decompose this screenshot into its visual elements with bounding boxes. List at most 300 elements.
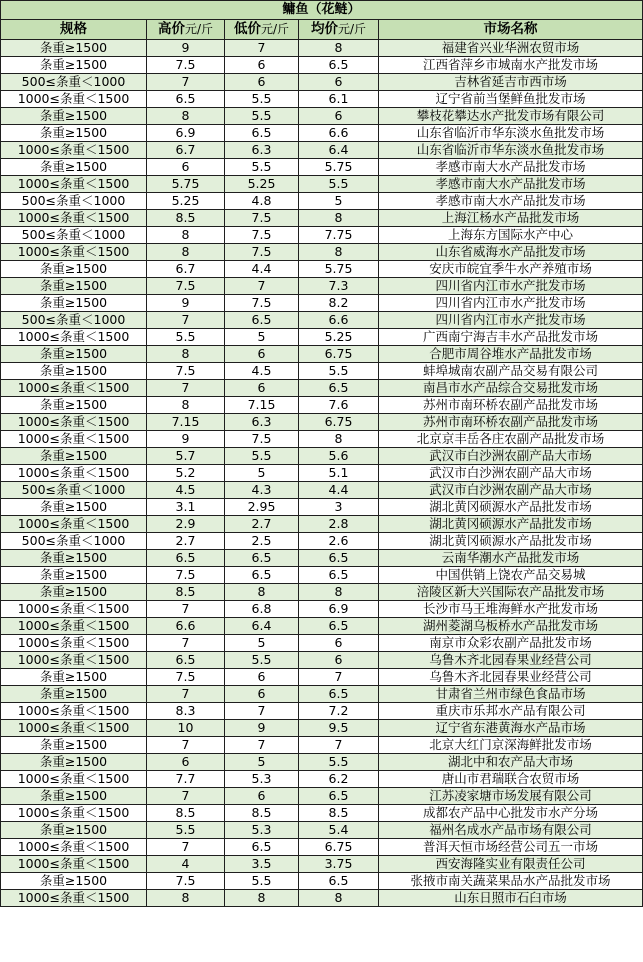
cell-avg-price: 7.75	[299, 227, 379, 244]
cell-low-price: 9	[225, 720, 299, 737]
cell-low-price: 6	[225, 669, 299, 686]
cell-low-price: 2.95	[225, 499, 299, 516]
cell-market: 孝感市南大水产品批发市场	[379, 193, 643, 210]
cell-avg-price: 6.9	[299, 601, 379, 618]
cell-low-price: 5	[225, 754, 299, 771]
table-row	[1, 227, 643, 244]
cell-market: 山东日照市石臼市场	[379, 890, 643, 907]
cell-high-price: 6.6	[147, 618, 225, 635]
cell-spec: 1000≤条重＜1500	[1, 618, 147, 635]
cell-spec: 1000≤条重＜1500	[1, 431, 147, 448]
cell-market: 普洱天恒市场经营公司五一市场	[379, 839, 643, 856]
cell-spec: 条重≥1500	[1, 40, 147, 57]
table-row	[1, 448, 643, 465]
cell-market: 吉林省延吉市西市场	[379, 74, 643, 91]
table-row	[1, 176, 643, 193]
table-row	[1, 210, 643, 227]
table-row	[1, 720, 643, 737]
cell-avg-price: 5.1	[299, 465, 379, 482]
cell-low-price: 6.8	[225, 601, 299, 618]
cell-market: 张掖市南关蔬菜果品水产品批发市场	[379, 873, 643, 890]
table-row	[1, 839, 643, 856]
header-row	[1, 20, 643, 40]
cell-spec: 条重≥1500	[1, 397, 147, 414]
cell-high-price: 4	[147, 856, 225, 873]
cell-market: 蚌埠城南农副产品交易有限公司	[379, 363, 643, 380]
cell-low-price: 2.5	[225, 533, 299, 550]
cell-avg-price: 9.5	[299, 720, 379, 737]
cell-low-price: 6	[225, 74, 299, 91]
header-low-unit: 元/斤	[260, 22, 290, 36]
cell-high-price: 5.75	[147, 176, 225, 193]
cell-low-price: 5.5	[225, 108, 299, 125]
cell-market: 福州名成水产品市场有限公司	[379, 822, 643, 839]
cell-avg-price: 6.5	[299, 686, 379, 703]
cell-spec: 条重≥1500	[1, 261, 147, 278]
cell-market: 中国供销上饶农产品交易城	[379, 567, 643, 584]
table-row	[1, 669, 643, 686]
cell-high-price: 5.5	[147, 329, 225, 346]
cell-avg-price: 6.6	[299, 125, 379, 142]
cell-avg-price: 5.4	[299, 822, 379, 839]
cell-low-price: 5.5	[225, 159, 299, 176]
cell-avg-price: 7	[299, 669, 379, 686]
cell-high-price: 2.7	[147, 533, 225, 550]
cell-market: 唐山市君瑞联合农贸市场	[379, 771, 643, 788]
cell-avg-price: 5.5	[299, 176, 379, 193]
cell-spec: 条重≥1500	[1, 57, 147, 74]
cell-high-price: 10	[147, 720, 225, 737]
cell-low-price: 5.5	[225, 91, 299, 108]
cell-market: 山东省临沂市华东淡水鱼批发市场	[379, 125, 643, 142]
cell-low-price: 2.7	[225, 516, 299, 533]
cell-high-price: 8.5	[147, 210, 225, 227]
cell-avg-price: 2.6	[299, 533, 379, 550]
cell-market: 辽宁省前当堡鲜鱼批发市场	[379, 91, 643, 108]
cell-market: 南京市众彩农副产品批发市场	[379, 635, 643, 652]
cell-low-price: 5.5	[225, 873, 299, 890]
cell-avg-price: 6	[299, 652, 379, 669]
cell-avg-price: 6.5	[299, 873, 379, 890]
cell-high-price: 8	[147, 244, 225, 261]
cell-low-price: 6.5	[225, 839, 299, 856]
cell-market: 合肥市周谷堆水产品批发市场	[379, 346, 643, 363]
table-row	[1, 329, 643, 346]
cell-avg-price: 5.75	[299, 159, 379, 176]
header-low-label: 低价	[233, 21, 261, 37]
table-row	[1, 108, 643, 125]
cell-low-price: 7	[225, 737, 299, 754]
cell-avg-price: 6	[299, 635, 379, 652]
cell-avg-price: 8	[299, 210, 379, 227]
cell-spec: 条重≥1500	[1, 737, 147, 754]
cell-market: 苏州市南环桥农副产品批发市场	[379, 414, 643, 431]
cell-avg-price: 2.8	[299, 516, 379, 533]
cell-market: 北京大红门京深海鲜批发市场	[379, 737, 643, 754]
cell-avg-price: 7.3	[299, 278, 379, 295]
cell-high-price: 6.5	[147, 652, 225, 669]
cell-spec: 条重≥1500	[1, 822, 147, 839]
table-row	[1, 601, 643, 618]
table-row	[1, 890, 643, 907]
table-row	[1, 754, 643, 771]
table-body	[1, 40, 643, 907]
cell-high-price: 7.7	[147, 771, 225, 788]
cell-market: 涪陵区新大兴国际农产品批发市场	[379, 584, 643, 601]
cell-market: 山东省临沂市华东淡水鱼批发市场	[379, 142, 643, 159]
cell-avg-price: 6	[299, 74, 379, 91]
cell-low-price: 6	[225, 686, 299, 703]
cell-spec: 500≤条重＜1000	[1, 533, 147, 550]
cell-avg-price: 5.6	[299, 448, 379, 465]
cell-avg-price: 8	[299, 431, 379, 448]
table-row	[1, 635, 643, 652]
cell-high-price: 7.15	[147, 414, 225, 431]
cell-low-price: 6.3	[225, 414, 299, 431]
cell-high-price: 8.5	[147, 584, 225, 601]
cell-high-price: 9	[147, 431, 225, 448]
cell-avg-price: 8.2	[299, 295, 379, 312]
cell-low-price: 4.5	[225, 363, 299, 380]
cell-avg-price: 6.1	[299, 91, 379, 108]
cell-market: 攀枝花攀达水产批发市场有限公司	[379, 108, 643, 125]
cell-spec: 1000≤条重＜1500	[1, 465, 147, 482]
cell-spec: 条重≥1500	[1, 363, 147, 380]
cell-avg-price: 3	[299, 499, 379, 516]
table-row	[1, 91, 643, 108]
header-spec-label: 规格	[60, 21, 87, 37]
header-market	[379, 20, 643, 40]
cell-high-price: 8	[147, 227, 225, 244]
table-row	[1, 499, 643, 516]
cell-market: 辽宁省东港黄海水产品市场	[379, 720, 643, 737]
cell-market: 北京京丰岳各庄农副产品批发市场	[379, 431, 643, 448]
table-row	[1, 431, 643, 448]
table-title: 鳙鱼（花鲢）	[1, 1, 643, 20]
cell-market: 西安海隆实业有限责任公司	[379, 856, 643, 873]
table-row	[1, 856, 643, 873]
cell-market: 湖州菱湖乌板桥水产品批发市场	[379, 618, 643, 635]
cell-avg-price: 5.75	[299, 261, 379, 278]
cell-low-price: 7.5	[225, 295, 299, 312]
cell-avg-price: 8	[299, 584, 379, 601]
cell-low-price: 7.5	[225, 244, 299, 261]
table-row	[1, 278, 643, 295]
cell-low-price: 6	[225, 788, 299, 805]
cell-avg-price: 5.5	[299, 754, 379, 771]
cell-spec: 1000≤条重＜1500	[1, 805, 147, 822]
cell-market: 四川省内江市水产批发市场	[379, 312, 643, 329]
cell-market: 乌鲁木齐北园春果业经营公司	[379, 652, 643, 669]
cell-market: 四川省内江市水产批发市场	[379, 295, 643, 312]
header-avg-label: 均价	[310, 21, 338, 37]
cell-spec: 条重≥1500	[1, 346, 147, 363]
table-row	[1, 159, 643, 176]
cell-high-price: 6.5	[147, 550, 225, 567]
cell-spec: 1000≤条重＜1500	[1, 516, 147, 533]
table-row	[1, 550, 643, 567]
table-row	[1, 193, 643, 210]
cell-low-price: 7	[225, 40, 299, 57]
cell-low-price: 7	[225, 703, 299, 720]
cell-market: 武汉市白沙洲农副产品大市场	[379, 465, 643, 482]
cell-high-price: 5.5	[147, 822, 225, 839]
cell-avg-price: 7.2	[299, 703, 379, 720]
cell-high-price: 8.3	[147, 703, 225, 720]
cell-high-price: 7	[147, 839, 225, 856]
cell-low-price: 5	[225, 329, 299, 346]
cell-high-price: 5.25	[147, 193, 225, 210]
table-row	[1, 652, 643, 669]
cell-high-price: 8	[147, 397, 225, 414]
cell-avg-price: 5.5	[299, 363, 379, 380]
cell-avg-price: 5	[299, 193, 379, 210]
cell-low-price: 8.5	[225, 805, 299, 822]
cell-spec: 条重≥1500	[1, 125, 147, 142]
cell-avg-price: 6.75	[299, 346, 379, 363]
cell-avg-price: 6.5	[299, 618, 379, 635]
cell-spec: 500≤条重＜1000	[1, 193, 147, 210]
cell-low-price: 6.5	[225, 125, 299, 142]
cell-market: 江苏凌家塘市场发展有限公司	[379, 788, 643, 805]
cell-spec: 1000≤条重＜1500	[1, 176, 147, 193]
cell-low-price: 7.5	[225, 227, 299, 244]
cell-avg-price: 6.75	[299, 839, 379, 856]
cell-low-price: 6.3	[225, 142, 299, 159]
cell-avg-price: 4.4	[299, 482, 379, 499]
cell-high-price: 7	[147, 601, 225, 618]
table-row	[1, 822, 643, 839]
cell-spec: 1000≤条重＜1500	[1, 856, 147, 873]
cell-spec: 1000≤条重＜1500	[1, 635, 147, 652]
cell-avg-price: 6.5	[299, 567, 379, 584]
table-row	[1, 312, 643, 329]
cell-market: 湖北黄冈硕源水产品批发市场	[379, 516, 643, 533]
cell-spec: 条重≥1500	[1, 669, 147, 686]
cell-spec: 条重≥1500	[1, 584, 147, 601]
cell-spec: 条重≥1500	[1, 295, 147, 312]
cell-market: 湖北黄冈硕源水产品批发市场	[379, 499, 643, 516]
cell-market: 重庆市乐邦水产品有限公司	[379, 703, 643, 720]
table-row	[1, 57, 643, 74]
cell-market: 江西省萍乡市城南水产批发市场	[379, 57, 643, 74]
cell-high-price: 7.5	[147, 873, 225, 890]
cell-spec: 条重≥1500	[1, 108, 147, 125]
cell-high-price: 6	[147, 159, 225, 176]
cell-spec: 1000≤条重＜1500	[1, 839, 147, 856]
cell-high-price: 7.5	[147, 57, 225, 74]
cell-low-price: 6	[225, 57, 299, 74]
cell-low-price: 7.15	[225, 397, 299, 414]
cell-spec: 1000≤条重＜1500	[1, 380, 147, 397]
cell-high-price: 7.5	[147, 278, 225, 295]
table-row	[1, 873, 643, 890]
cell-spec: 1000≤条重＜1500	[1, 142, 147, 159]
cell-market: 南昌市水产品综合交易批发市场	[379, 380, 643, 397]
cell-high-price: 2.9	[147, 516, 225, 533]
cell-spec: 1000≤条重＜1500	[1, 890, 147, 907]
table-row	[1, 584, 643, 601]
cell-low-price: 5.5	[225, 448, 299, 465]
cell-low-price: 5.5	[225, 652, 299, 669]
cell-high-price: 7.5	[147, 669, 225, 686]
cell-high-price: 8	[147, 108, 225, 125]
cell-spec: 1000≤条重＜1500	[1, 652, 147, 669]
cell-low-price: 5.3	[225, 822, 299, 839]
cell-market: 上海东方国际水产中心	[379, 227, 643, 244]
header-market-label: 市场名称	[483, 21, 538, 37]
cell-high-price: 4.5	[147, 482, 225, 499]
header-avg-price	[299, 20, 379, 40]
cell-market: 广西南宁海吉丰水产品批发市场	[379, 329, 643, 346]
cell-high-price: 3.1	[147, 499, 225, 516]
cell-market: 甘肃省兰州市绿色食品市场	[379, 686, 643, 703]
cell-high-price: 8.5	[147, 805, 225, 822]
cell-spec: 1000≤条重＜1500	[1, 329, 147, 346]
cell-low-price: 4.8	[225, 193, 299, 210]
cell-spec: 1000≤条重＜1500	[1, 703, 147, 720]
cell-market: 云南华潮水产品批发市场	[379, 550, 643, 567]
cell-market: 安庆市皖宜季牛水产养殖市场	[379, 261, 643, 278]
cell-market: 孝感市南大水产品批发市场	[379, 159, 643, 176]
cell-low-price: 6.5	[225, 312, 299, 329]
cell-avg-price: 6.4	[299, 142, 379, 159]
table-row	[1, 703, 643, 720]
table-row	[1, 40, 643, 57]
header-high-unit: 元/斤	[184, 22, 214, 36]
table-row	[1, 414, 643, 431]
table-row	[1, 261, 643, 278]
cell-market: 山东省威海水产品批发市场	[379, 244, 643, 261]
cell-spec: 条重≥1500	[1, 873, 147, 890]
cell-spec: 500≤条重＜1000	[1, 74, 147, 91]
cell-market: 孝感市南大水产品批发市场	[379, 176, 643, 193]
cell-avg-price: 6.6	[299, 312, 379, 329]
cell-low-price: 5	[225, 465, 299, 482]
cell-avg-price: 6	[299, 108, 379, 125]
cell-market: 武汉市白沙洲农副产品大市场	[379, 448, 643, 465]
cell-low-price: 7	[225, 278, 299, 295]
table-title-row	[1, 1, 643, 20]
cell-high-price: 7.5	[147, 567, 225, 584]
cell-low-price: 6	[225, 380, 299, 397]
cell-high-price: 9	[147, 40, 225, 57]
table-row	[1, 567, 643, 584]
cell-avg-price: 6.2	[299, 771, 379, 788]
cell-high-price: 7	[147, 380, 225, 397]
cell-high-price: 6	[147, 754, 225, 771]
cell-spec: 1000≤条重＜1500	[1, 771, 147, 788]
table-row	[1, 363, 643, 380]
cell-spec: 条重≥1500	[1, 788, 147, 805]
cell-avg-price: 7	[299, 737, 379, 754]
cell-spec: 条重≥1500	[1, 754, 147, 771]
cell-high-price: 9	[147, 295, 225, 312]
cell-high-price: 7	[147, 312, 225, 329]
cell-avg-price: 6.75	[299, 414, 379, 431]
cell-spec: 1000≤条重＜1500	[1, 720, 147, 737]
cell-market: 四川省内江市水产批发市场	[379, 278, 643, 295]
cell-low-price: 8	[225, 890, 299, 907]
table-row	[1, 805, 643, 822]
cell-avg-price: 8	[299, 890, 379, 907]
cell-spec: 500≤条重＜1000	[1, 227, 147, 244]
table-row	[1, 686, 643, 703]
cell-high-price: 6.7	[147, 261, 225, 278]
cell-spec: 1000≤条重＜1500	[1, 210, 147, 227]
cell-spec: 条重≥1500	[1, 278, 147, 295]
table-row	[1, 346, 643, 363]
cell-spec: 条重≥1500	[1, 159, 147, 176]
cell-high-price: 7	[147, 737, 225, 754]
cell-avg-price: 3.75	[299, 856, 379, 873]
cell-low-price: 5.25	[225, 176, 299, 193]
cell-avg-price: 6.5	[299, 380, 379, 397]
cell-low-price: 6.5	[225, 550, 299, 567]
cell-avg-price: 6.5	[299, 788, 379, 805]
header-high-label: 高价	[157, 21, 185, 37]
cell-market: 湖北黄冈硕源水产品批发市场	[379, 533, 643, 550]
cell-low-price: 3.5	[225, 856, 299, 873]
cell-spec: 500≤条重＜1000	[1, 312, 147, 329]
cell-high-price: 8	[147, 890, 225, 907]
cell-low-price: 4.3	[225, 482, 299, 499]
cell-market: 上海江杨水产品批发市场	[379, 210, 643, 227]
cell-market: 福建省兴业华洲农贸市场	[379, 40, 643, 57]
header-spec	[1, 20, 147, 40]
cell-high-price: 8	[147, 346, 225, 363]
cell-spec: 条重≥1500	[1, 567, 147, 584]
cell-high-price: 7	[147, 686, 225, 703]
cell-avg-price: 8	[299, 244, 379, 261]
cell-market: 湖北中和农产品大市场	[379, 754, 643, 771]
cell-avg-price: 7.6	[299, 397, 379, 414]
cell-low-price: 6.4	[225, 618, 299, 635]
cell-avg-price: 6.5	[299, 550, 379, 567]
cell-low-price: 5.3	[225, 771, 299, 788]
cell-market: 苏州市南环桥农副产品批发市场	[379, 397, 643, 414]
cell-spec: 条重≥1500	[1, 499, 147, 516]
cell-avg-price: 8.5	[299, 805, 379, 822]
cell-high-price: 5.7	[147, 448, 225, 465]
table-row	[1, 482, 643, 499]
cell-spec: 条重≥1500	[1, 550, 147, 567]
cell-high-price: 7	[147, 74, 225, 91]
table-row	[1, 380, 643, 397]
table-row	[1, 142, 643, 159]
cell-low-price: 4.4	[225, 261, 299, 278]
table-row	[1, 397, 643, 414]
table-row	[1, 125, 643, 142]
cell-market: 武汉市白沙洲农副产品大市场	[379, 482, 643, 499]
cell-avg-price: 8	[299, 40, 379, 57]
cell-spec: 条重≥1500	[1, 448, 147, 465]
cell-high-price: 6.7	[147, 142, 225, 159]
table-row	[1, 737, 643, 754]
cell-low-price: 5	[225, 635, 299, 652]
table-row	[1, 244, 643, 261]
table-row	[1, 465, 643, 482]
table-row	[1, 771, 643, 788]
cell-spec: 条重≥1500	[1, 686, 147, 703]
cell-spec: 500≤条重＜1000	[1, 482, 147, 499]
cell-low-price: 7.5	[225, 431, 299, 448]
cell-high-price: 7	[147, 788, 225, 805]
table-row	[1, 618, 643, 635]
cell-high-price: 7	[147, 635, 225, 652]
cell-market: 长沙市马王堆海鲜水产批发市场	[379, 601, 643, 618]
header-low-price	[225, 20, 299, 40]
